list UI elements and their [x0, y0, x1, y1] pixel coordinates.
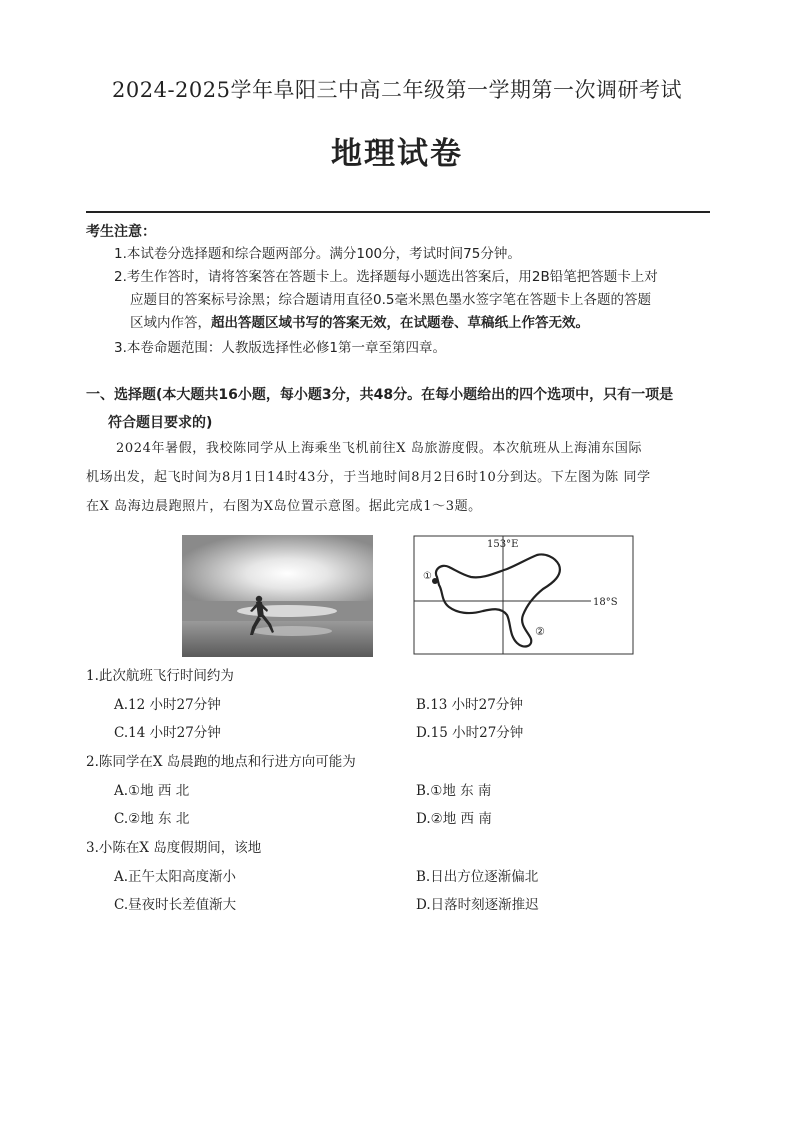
point-2-label: ② [535, 625, 545, 638]
header-divider [86, 211, 710, 213]
exam-title: 2024-2025学年阜阳三中高二年级第一学期第一次调研考试 [112, 78, 682, 102]
notice-item-2-line-3-plain: 区域内作答， [130, 315, 211, 331]
question-1-stem: 1.此次航班飞行时间约为 [86, 668, 234, 684]
question-3-stem: 3.小陈在X 岛度假期间，该地 [86, 840, 262, 856]
island-location-map [413, 535, 634, 655]
notice-item-2-line-2: 应题目的答案标号涂黑；综合题请用直径0.5毫米黑色墨水签字笔在答题卡上各题的答题 [130, 292, 651, 308]
passage-line-1: 2024年暑假，我校陈同学从上海乘坐飞机前往X 岛旅游度假。本次航班从上海浦东国际 [116, 441, 643, 456]
notice-item-2-line-3-bold: 超出答题区域书写的答案无效，在试题卷、草稿纸上作答无效。 [211, 315, 589, 331]
question-2-stem: 2.陈同学在X 岛晨跑的地点和行进方向可能为 [86, 754, 356, 770]
subject-title: 地理试卷 [331, 136, 463, 172]
question-1-option-a: A.12 小时27分钟 [114, 697, 221, 713]
question-3-option-c: C.昼夜时长差值渐大 [114, 897, 237, 913]
notice-item-1: 1.本试卷分选择题和综合题两部分。满分100分，考试时间75分钟。 [114, 246, 521, 262]
question-3-option-d: D.日落时刻逐渐推迟 [416, 897, 539, 913]
passage-line-2: 机场出发，起飞时间为8月1日14时43分，于当地时间8月2日6时10分到达。下左图为陈 同学 [86, 470, 651, 485]
section-heading-line-2: 符合题目要求的) [108, 415, 213, 431]
question-2-option-d: D.②地 西 南 [416, 811, 492, 827]
question-2-option-c: C.②地 东 北 [114, 811, 190, 827]
notice-item-2-line-1: 2.考生作答时，请将答案答在答题卡上。选择题每小题选出答案后，用2B铅笔把答题卡上对 [114, 269, 658, 285]
section-heading-line-1: 一、选择题(本大题共16小题，每小题3分，共48分。在每小题给出的四个选项中，只有一项是 [86, 387, 674, 403]
question-2-option-a: A.①地 西 北 [114, 783, 190, 799]
question-3-option-a: A.正午太阳高度渐小 [114, 869, 237, 885]
passage-line-3: 在X 岛海边晨跑照片，右图为X岛位置示意图。据此完成1～3题。 [86, 499, 482, 514]
beach-run-photo [182, 535, 373, 657]
question-3-option-b: B.日出方位逐渐偏北 [416, 869, 539, 885]
question-1-option-c: C.14 小时27分钟 [114, 725, 221, 741]
question-1-option-d: D.15 小时27分钟 [416, 725, 524, 741]
notice-heading: 考生注意： [86, 224, 156, 240]
notice-item-3: 3.本卷命题范围：人教版选择性必修1第一章至第四章。 [114, 340, 446, 356]
latitude-label: 18°S [593, 597, 618, 608]
question-2-option-b: B.①地 东 南 [416, 783, 492, 799]
point-1-label: ① [423, 571, 432, 582]
notice-item-2-line-3 [114, 312, 714, 335]
question-1-option-b: B.13 小时27分钟 [416, 697, 523, 713]
notice-item-2 [114, 266, 714, 335]
longitude-label: 153°E [487, 539, 519, 550]
